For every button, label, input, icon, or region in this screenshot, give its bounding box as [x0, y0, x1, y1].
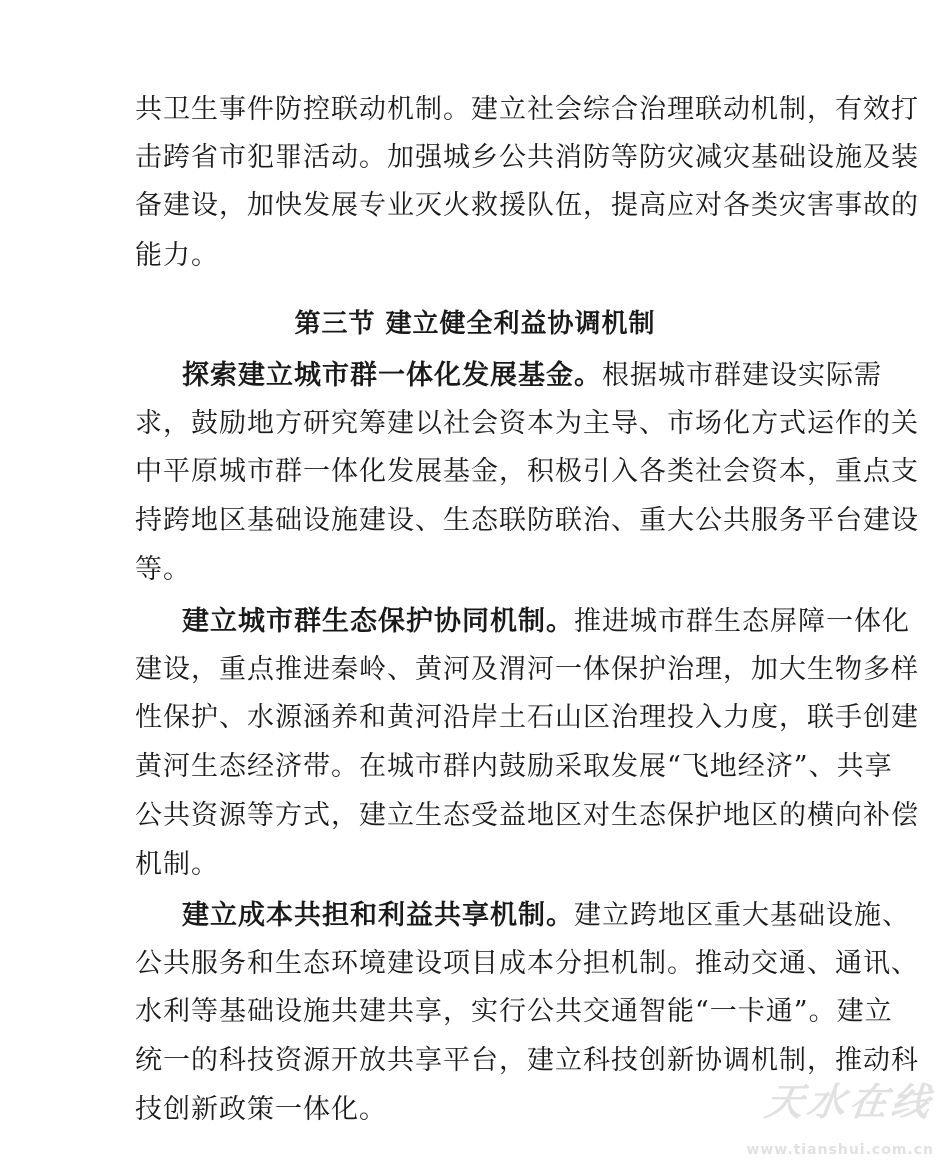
para1-line-5: 等。 — [135, 554, 191, 585]
para2-lead: 建立城市群生态保护协同机制。 — [182, 606, 574, 637]
para2-line-6: 机制。 — [135, 849, 219, 880]
para1-first-line — [182, 358, 882, 394]
para3-first-rest: 建立跨地区重大基础设施、 — [574, 900, 910, 931]
para3-line-5: 技创新政策一体化。 — [135, 1094, 387, 1125]
para2-line-3: 性保护、水源涵养和黄河沿岸土石山区治理投入力度，联手创建 — [135, 702, 919, 733]
section-heading: 第三节 建立健全利益协调机制 — [294, 309, 656, 339]
para3-lead: 建立成本共担和利益共享机制。 — [182, 900, 574, 931]
para3-line-2: 公共服务和生态环境建设项目成本分担机制。推动交通、通讯、 — [135, 948, 919, 979]
para1-line-4: 持跨地区基础设施建设、生态联防联治、重大公共服务平台建设 — [135, 505, 919, 536]
para1-first-rest: 根据城市群建设实际需 — [602, 360, 882, 391]
para2-first-line — [182, 604, 910, 640]
para2-first-rest: 推进城市群生态屏障一体化 — [574, 606, 910, 637]
para1-line-2: 求，鼓励地方研究筹建以社会资本为主导、市场化方式运作的关 — [135, 408, 919, 439]
intro-line-2: 击跨省市犯罪活动。加强城乡公共消防等防灾减灾基础设施及装 — [135, 142, 919, 173]
intro-line-4: 能力。 — [135, 240, 219, 271]
watermark-logo: 天水在线 — [762, 1080, 937, 1124]
intro-line-3: 备建设，加快发展专业灭火救援队伍，提高应对各类灾害事故的 — [135, 190, 919, 221]
para1-line-3: 中平原城市群一体化发展基金，积极引入各类社会资本，重点支 — [135, 456, 919, 487]
para2-line-4: 黄河生态经济带。在城市群内鼓励采取发展“飞地经济”、共享 — [135, 751, 893, 782]
watermark-url: www.tianshui.com.cn — [746, 1142, 934, 1158]
para2-line-5: 公共资源等方式，建立生态受益地区对生态保护地区的横向补偿 — [135, 800, 919, 831]
para1-lead: 探索建立城市群一体化发展基金。 — [182, 360, 602, 391]
para2-line-2: 建设，重点推进秦岭、黄河及渭河一体保护治理，加大生物多样 — [135, 654, 919, 685]
para3-first-line — [182, 898, 910, 934]
para3-line-3: 水利等基础设施共建共享，实行公共交通智能“一卡通”。建立 — [135, 996, 893, 1027]
para3-line-4: 统一的科技资源开放共享平台，建立科技创新协调机制，推动科 — [135, 1045, 919, 1076]
intro-line-1: 共卫生事件防控联动机制。建立社会综合治理联动机制，有效打 — [135, 94, 919, 125]
